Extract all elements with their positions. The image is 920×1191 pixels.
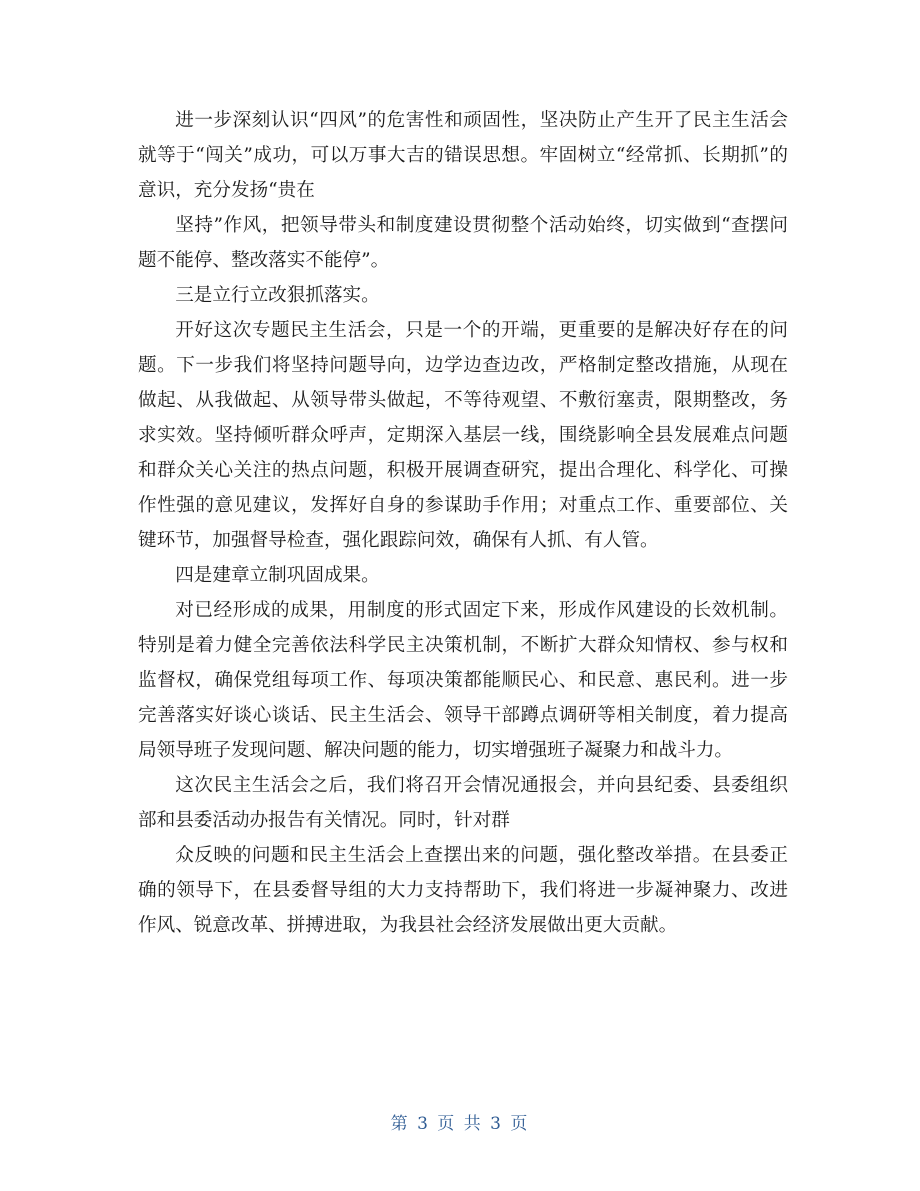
page-label-mid: 页 共: [437, 1114, 483, 1134]
paragraph: 这次民主生活会之后，我们将召开会情况通报会，并向县纪委、县委组织部和县委活动办报告有关情况。同时，针对群: [138, 775, 788, 831]
paragraph: 进一步深刻认识“四风”的危害性和顽固性，坚决防止产生开了民主生活会就等于“闯关”成功，可以万事大吉的错误思想。牢固树立“经常抓、长期抓”的意识，充分发扬“贵在: [138, 110, 788, 201]
document-body: [138, 103, 788, 943]
page-label-suffix: 页: [510, 1114, 530, 1134]
page-footer: [0, 1112, 920, 1136]
paragraph: 众反映的问题和民主生活会上查摆出来的问题，强化整改举措。在县委正确的领导下，在县委督导组的大力支持帮助下，我们将进一步凝神聚力、改进作风、锐意改革、拼搏进取，为我县社会经济发展做出更大贡献。: [138, 845, 788, 936]
section-heading: 三是立行立改狠抓落实。: [175, 285, 380, 306]
paragraph: 坚持”作风，把领导带头和制度建设贯彻整个活动始终，切实做到“查摆问题不能停、整改落实不能停”。: [138, 215, 788, 271]
current-page-number: 3: [417, 1114, 430, 1134]
section-heading: 四是建章立制巩固成果。: [175, 565, 380, 586]
paragraph: 对已经形成的成果，用制度的形式固定下来，形成作风建设的长效机制。特别是着力健全完善依法科学民主决策机制，不断扩大群众知情权、参与权和监督权，确保党组每项工作、每项决策都能顺民心、和民意、惠民利。进一步完善落实好谈心谈话、民主生活会、领导干部蹲点调研等相关制度，着力提高局领导班子发现问题、解决问题的能力，切实增强班子凝聚力和战斗力。: [138, 600, 788, 761]
paragraph: 开好这次专题民主生活会，只是一个的开端，更重要的是解决好存在的问题。下一步我们将坚持问题导向，边学边查边改，严格制定整改措施，从现在做起、从我做起、从领导带头做起，不等待观望、不敷衍塞责，限期整改，务求实效。坚持倾听群众呼声，定期深入基层一线，围绕影响全县发展难点问题和群众关心关注的热点问题，积极开展调查研究，提出合理化、科学化、可操作性强的意见建议，发挥好自身的参谋助手作用；对重点工作、重要部位、关键环节，加强督导检查，强化跟踪问效，确保有人抓、有人管。: [138, 320, 788, 551]
page-label-prefix: 第: [390, 1114, 410, 1134]
total-pages-number: 3: [490, 1114, 503, 1134]
